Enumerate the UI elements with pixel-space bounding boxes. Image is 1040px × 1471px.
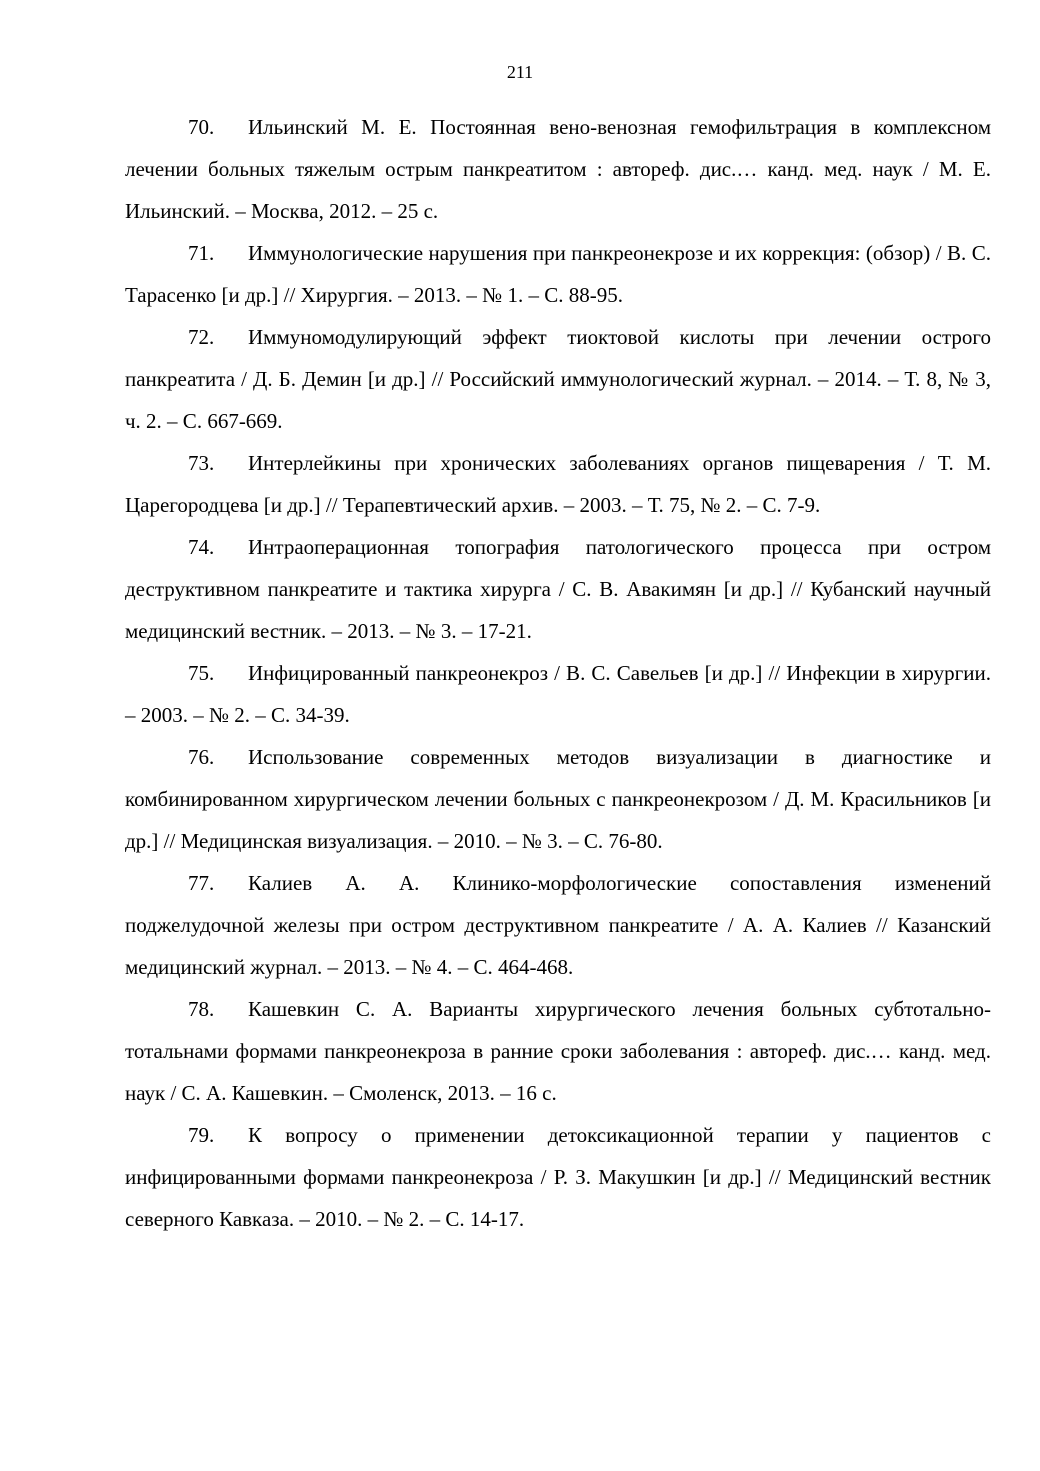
reference-text: Инфицированный панкреонекроз / В. С. Савельев [и др.] // Инфекции в хирургии. – 2003. – № 2. – С. 34-39.: [125, 661, 991, 727]
reference-text: Использование современных методов визуализации в диагностике и комбинированном хирургическом лечении больных с панкреонекрозом / Д. М. Красильников [и др.] // Медицинская визуализация. – 2010. – № 3. – С. 76-80.: [125, 745, 991, 853]
reference-text: Калиев А. А. Клинико-морфологические сопоставления изменений поджелудочной железы при остром деструктивном панкреатите / А. А. Калиев // Казанский медицинский журнал. – 2013. – № 4. – С. 464-468.: [125, 871, 991, 979]
reference-text: Ильинский М. Е. Постоянная вено-венозная гемофильтрация в комплексном лечении больных тяжелым острым панкреатитом : автореф. дис.… канд. мед. наук / М. Е. Ильинский. – Москва, 2012. – 25 с.: [125, 115, 991, 223]
reference-item: [125, 316, 991, 442]
reference-item: [125, 1114, 991, 1240]
page-number: 211: [506, 62, 534, 82]
reference-list: [125, 106, 991, 1240]
reference-number: 73.: [188, 451, 215, 475]
reference-text: К вопросу о применении детоксикационной терапии у пациентов с инфицированными формами панкреонекроза / Р. З. Макушкин [и др.] // Медицинский вестник северного Кавказа. – 2010. – № 2. – С. 14-17.: [125, 1123, 991, 1231]
reference-number: 78.: [188, 997, 215, 1021]
reference-text: Кашевкин С. А. Варианты хирургического лечения больных субтотально-тотальнами формами панкреонекроза в ранние сроки заболевания : автореф. дис.… канд. мед. наук / С. А. Кашевкин. – Смоленск, 2013. – 16 с.: [125, 997, 991, 1105]
reference-text: Интраоперационная топография патологического процесса при остром деструктивном панкреатите и тактика хирурга / С. В. Авакимян [и др.] // Кубанский научный медицинский вестник. – 2013. – № 3. – 17-21.: [125, 535, 991, 643]
reference-number: 70.: [188, 115, 215, 139]
reference-number: 71.: [188, 241, 215, 265]
reference-text: Интерлейкины при хронических заболеваниях органов пищеварения / Т. М. Царегородцева [и др.] // Терапевтический архив. – 2003. – Т. 75, № 2. – С. 7-9.: [125, 451, 991, 517]
reference-text: Иммуномодулирующий эффект тиоктовой кислоты при лечении острого панкреатита / Д. Б. Демин [и др.] // Российский иммунологический журнал. – 2014. – Т. 8, № 3, ч. 2. – С. 667-669.: [125, 325, 991, 433]
reference-number: 74.: [188, 535, 215, 559]
reference-item: [125, 988, 991, 1114]
reference-number: 72.: [188, 325, 215, 349]
reference-item: [125, 526, 991, 652]
reference-item: [125, 736, 991, 862]
reference-item: [125, 106, 991, 232]
reference-item: [125, 652, 991, 736]
reference-number: 75.: [188, 661, 215, 685]
reference-text: Иммунологические нарушения при панкреонекрозе и их коррекция: (обзор) / В. С. Тарасенко [и др.] // Хирургия. – 2013. – № 1. – С. 88-95.: [125, 241, 991, 307]
reference-number: 79.: [188, 1123, 215, 1147]
reference-item: [125, 442, 991, 526]
reference-number: 76.: [188, 745, 215, 769]
reference-number: 77.: [188, 871, 215, 895]
reference-item: [125, 232, 991, 316]
reference-item: [125, 862, 991, 988]
